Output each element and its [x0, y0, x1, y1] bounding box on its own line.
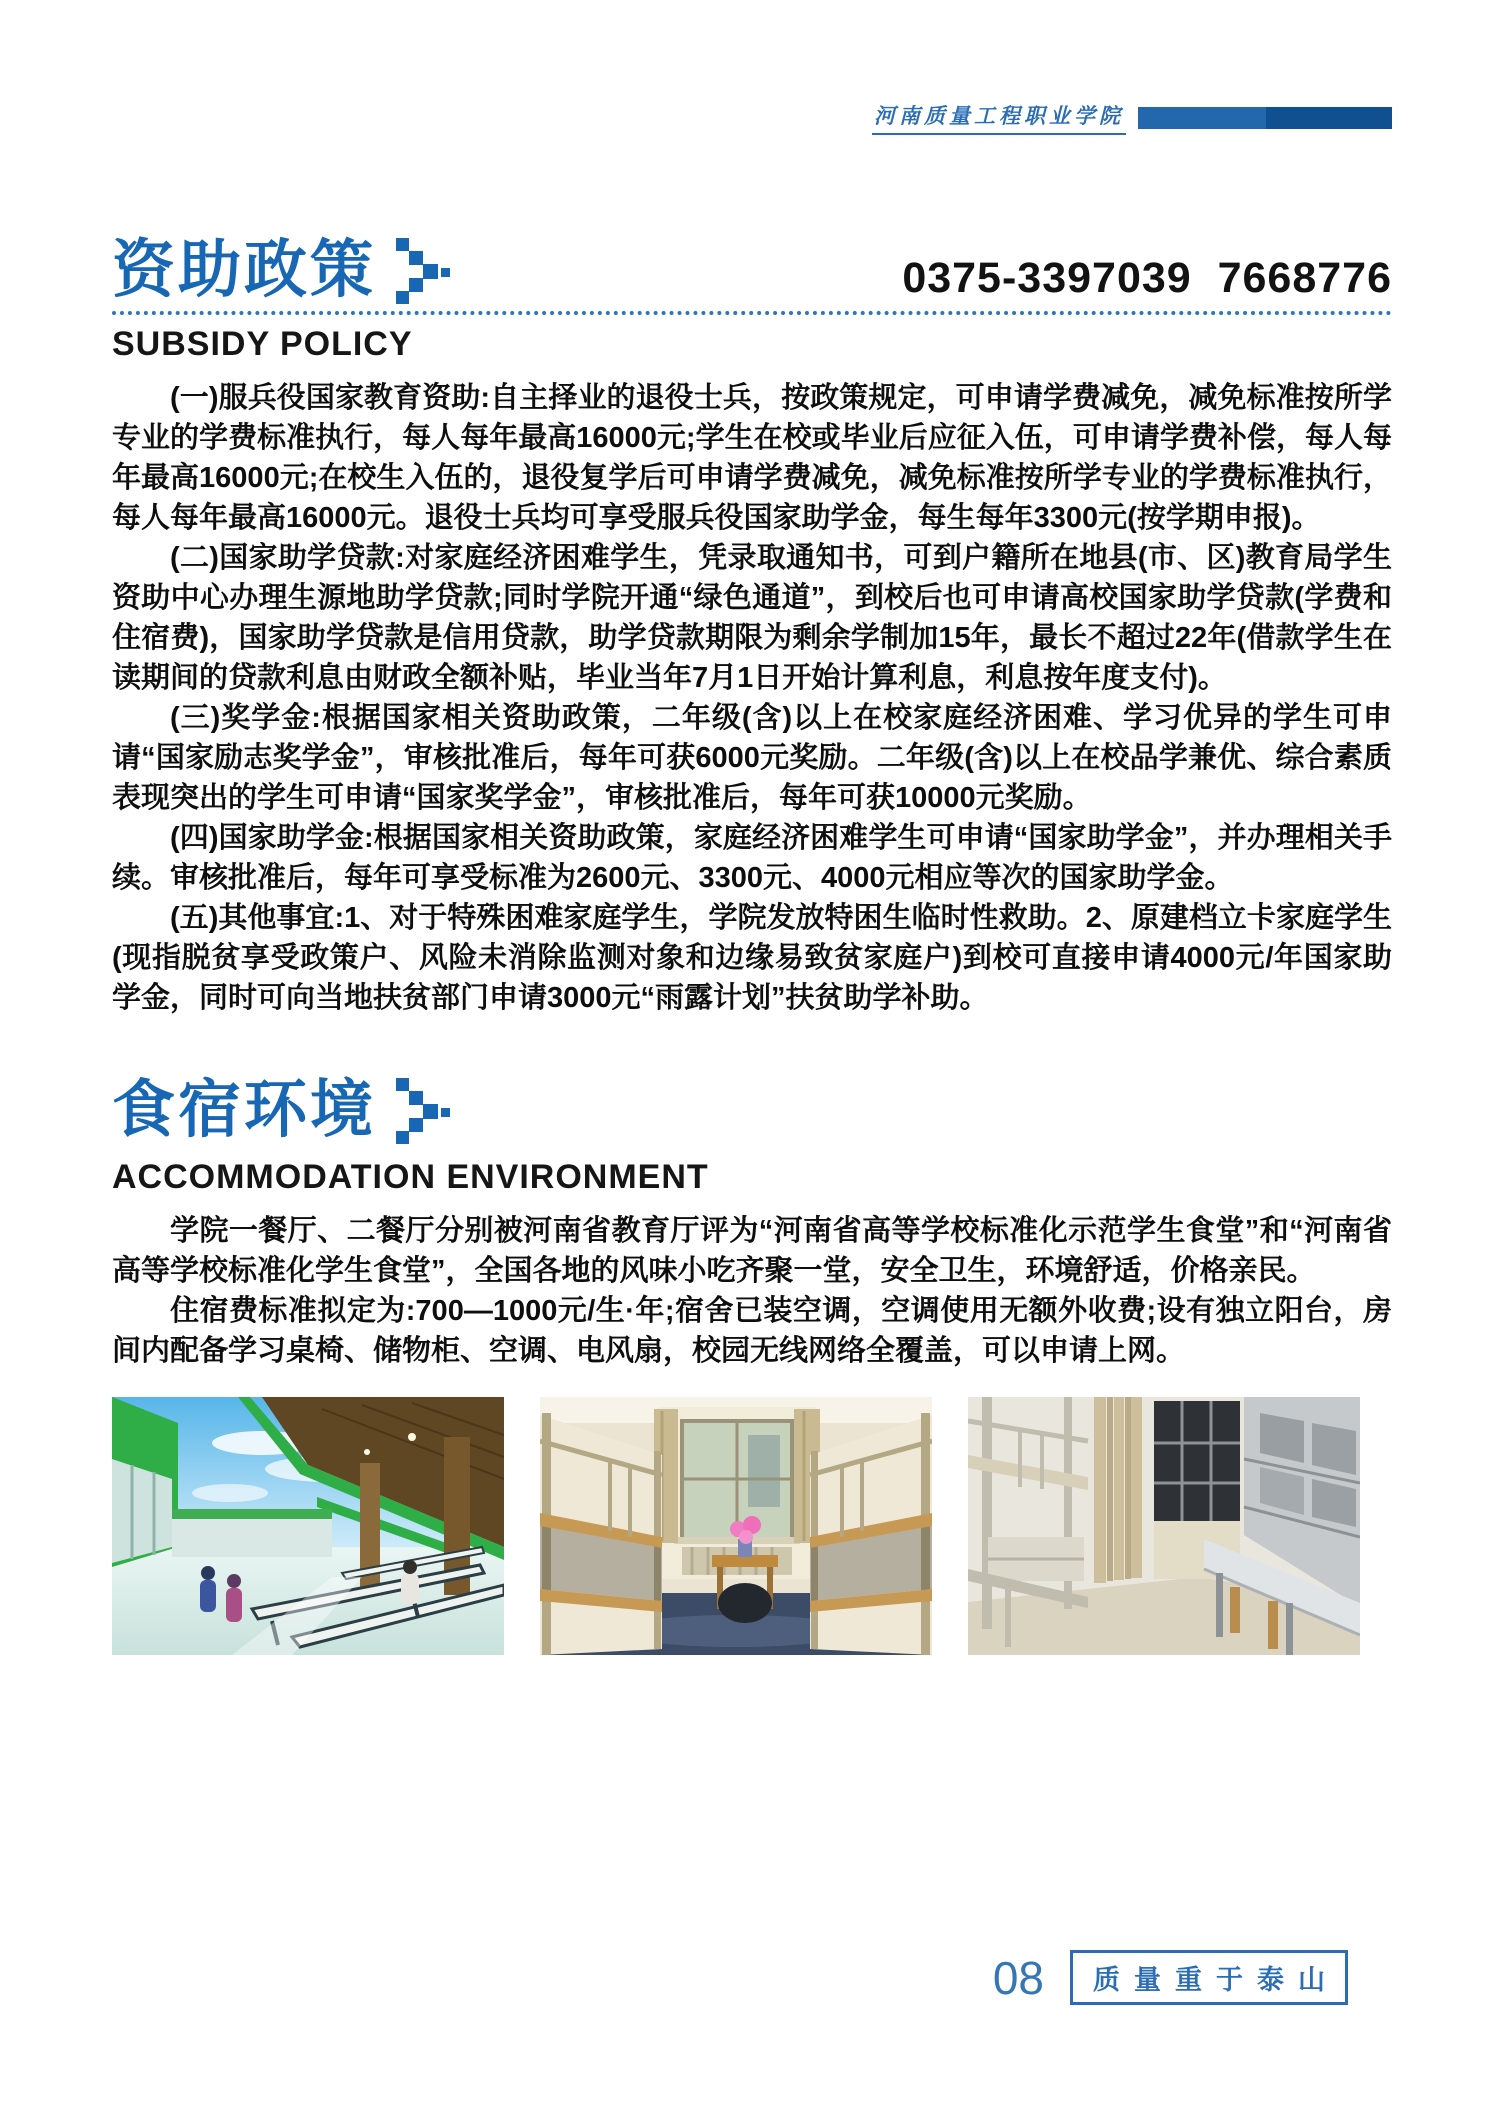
subsidy-title-cn — [112, 236, 452, 305]
page-number: 08 — [992, 1951, 1044, 2004]
accommodation-title-text: 食宿环境 — [112, 1075, 376, 1146]
accommodation-title-cn — [112, 1076, 1392, 1145]
section-subsidy-policy — [112, 236, 1392, 1018]
subsidy-title-row — [112, 236, 1392, 305]
accommodation-title-en: ACCOMMODATION ENVIRONMENT — [112, 1157, 709, 1196]
dorm-room-photo — [540, 1397, 932, 1655]
header-bar-dark-segment — [1266, 107, 1392, 129]
subsidy-paragraph-1: (一)服兵役国家教育资助:自主择业的退役士兵，按政策规定，可申请学费减免，减免标准按所学专业的学费标准执行，每人每年最高16000元;学生在校或毕业后应征入伍，可申请学费补偿，每人每年最高16000元;在校生入伍的，退役复学后可申请学费减免，减免标准按所学专业的学费标准执行，每人每年最高16000元。退役士兵均可享受服兵役国家助学金，每生每年3300元(按学期申报)。 — [112, 382, 1392, 535]
header-bar-light-segment — [1138, 107, 1266, 129]
accommodation-body — [112, 1211, 1392, 1371]
dotted-divider — [112, 311, 1392, 315]
motto-badge: 质量重于泰山 — [1070, 1950, 1348, 2005]
school-name: 河南质量工程职业学院 — [872, 100, 1126, 135]
header-bar — [1138, 107, 1392, 129]
subsidy-title-text: 资助政策 — [112, 235, 376, 305]
page-content — [112, 236, 1392, 1655]
subsidy-paragraph-5: (五)其他事宜:1、对于特殊困难家庭学生，学院发放特困生临时性救助。2、原建档立卡家庭学生(现指脱贫享受政策户、风险未消除监测对象和边缘易致贫家庭户)到校可直接申请4000元/年国家助学金，同时可向当地扶贫部门申请3000元“雨露计划”扶贫助学补助。 — [112, 902, 1392, 1015]
cafeteria-photo — [112, 1397, 504, 1655]
page-footer — [993, 1950, 1348, 2005]
phone-numbers: 0375-3397039 7668776 — [902, 254, 1392, 303]
subsidy-body — [112, 378, 1392, 1018]
subsidy-paragraph-3: (三)奖学金:根据国家相关资助政策，二年级(含)以上在校家庭经济困难、学习优异的学生可申请“国家励志奖学金”，审核批准后，每年可获6000元奖励。二年级(含)以上在校品学兼优、综合素质表现突出的学生可申请“国家奖学金”，审核批准后，每年可获10000元奖励。 — [112, 702, 1392, 815]
subsidy-paragraph-4: (四)国家助学金:根据国家相关资助政策，家庭经济困难学生可申请“国家助学金”，并办理相关手续。审核批准后，每年可享受标准为2600元、3300元、4000元相应等次的国家助学金。 — [112, 822, 1392, 895]
subsidy-paragraph-2: (二)国家助学贷款:对家庭经济困难学生，凭录取通知书，可到户籍所在地县(市、区)教育局学生资助中心办理生源地助学贷款;同时学院开通“绿色通道”，到校后也可申请高校国家助学贷款(学费和住宿费)，国家助学贷款是信用贷款，助学贷款期限为剩余学制加15年，最长不超过22年(借款学生在读期间的贷款利息由财政全额补贴，毕业当年7月1日开始计算利息，利息按年度支付)。 — [112, 542, 1392, 695]
photo-row — [112, 1397, 1392, 1655]
page-header — [0, 100, 1392, 135]
dorm-desks-photo — [968, 1397, 1360, 1655]
section-accommodation — [112, 1076, 1392, 1654]
subsidy-title-en: SUBSIDY POLICY — [112, 325, 413, 364]
pixel-arrow-icon — [396, 237, 452, 305]
pixel-arrow-icon — [396, 1077, 452, 1145]
accommodation-paragraph-2: 住宿费标准拟定为:700—1000元/生·年;宿舍已装空调，空调使用无额外收费;设有独立阳台，房间内配备学习桌椅、储物柜、空调、电风扇，校园无线网络全覆盖，可以申请上网。 — [112, 1294, 1392, 1367]
accommodation-paragraph-1: 学院一餐厅、二餐厅分别被河南省教育厅评为“河南省高等学校标准化示范学生食堂”和“河南省高等学校标准化学生食堂”，全国各地的风味小吃齐聚一堂，安全卫生，环境舒适，价格亲民。 — [112, 1214, 1392, 1287]
